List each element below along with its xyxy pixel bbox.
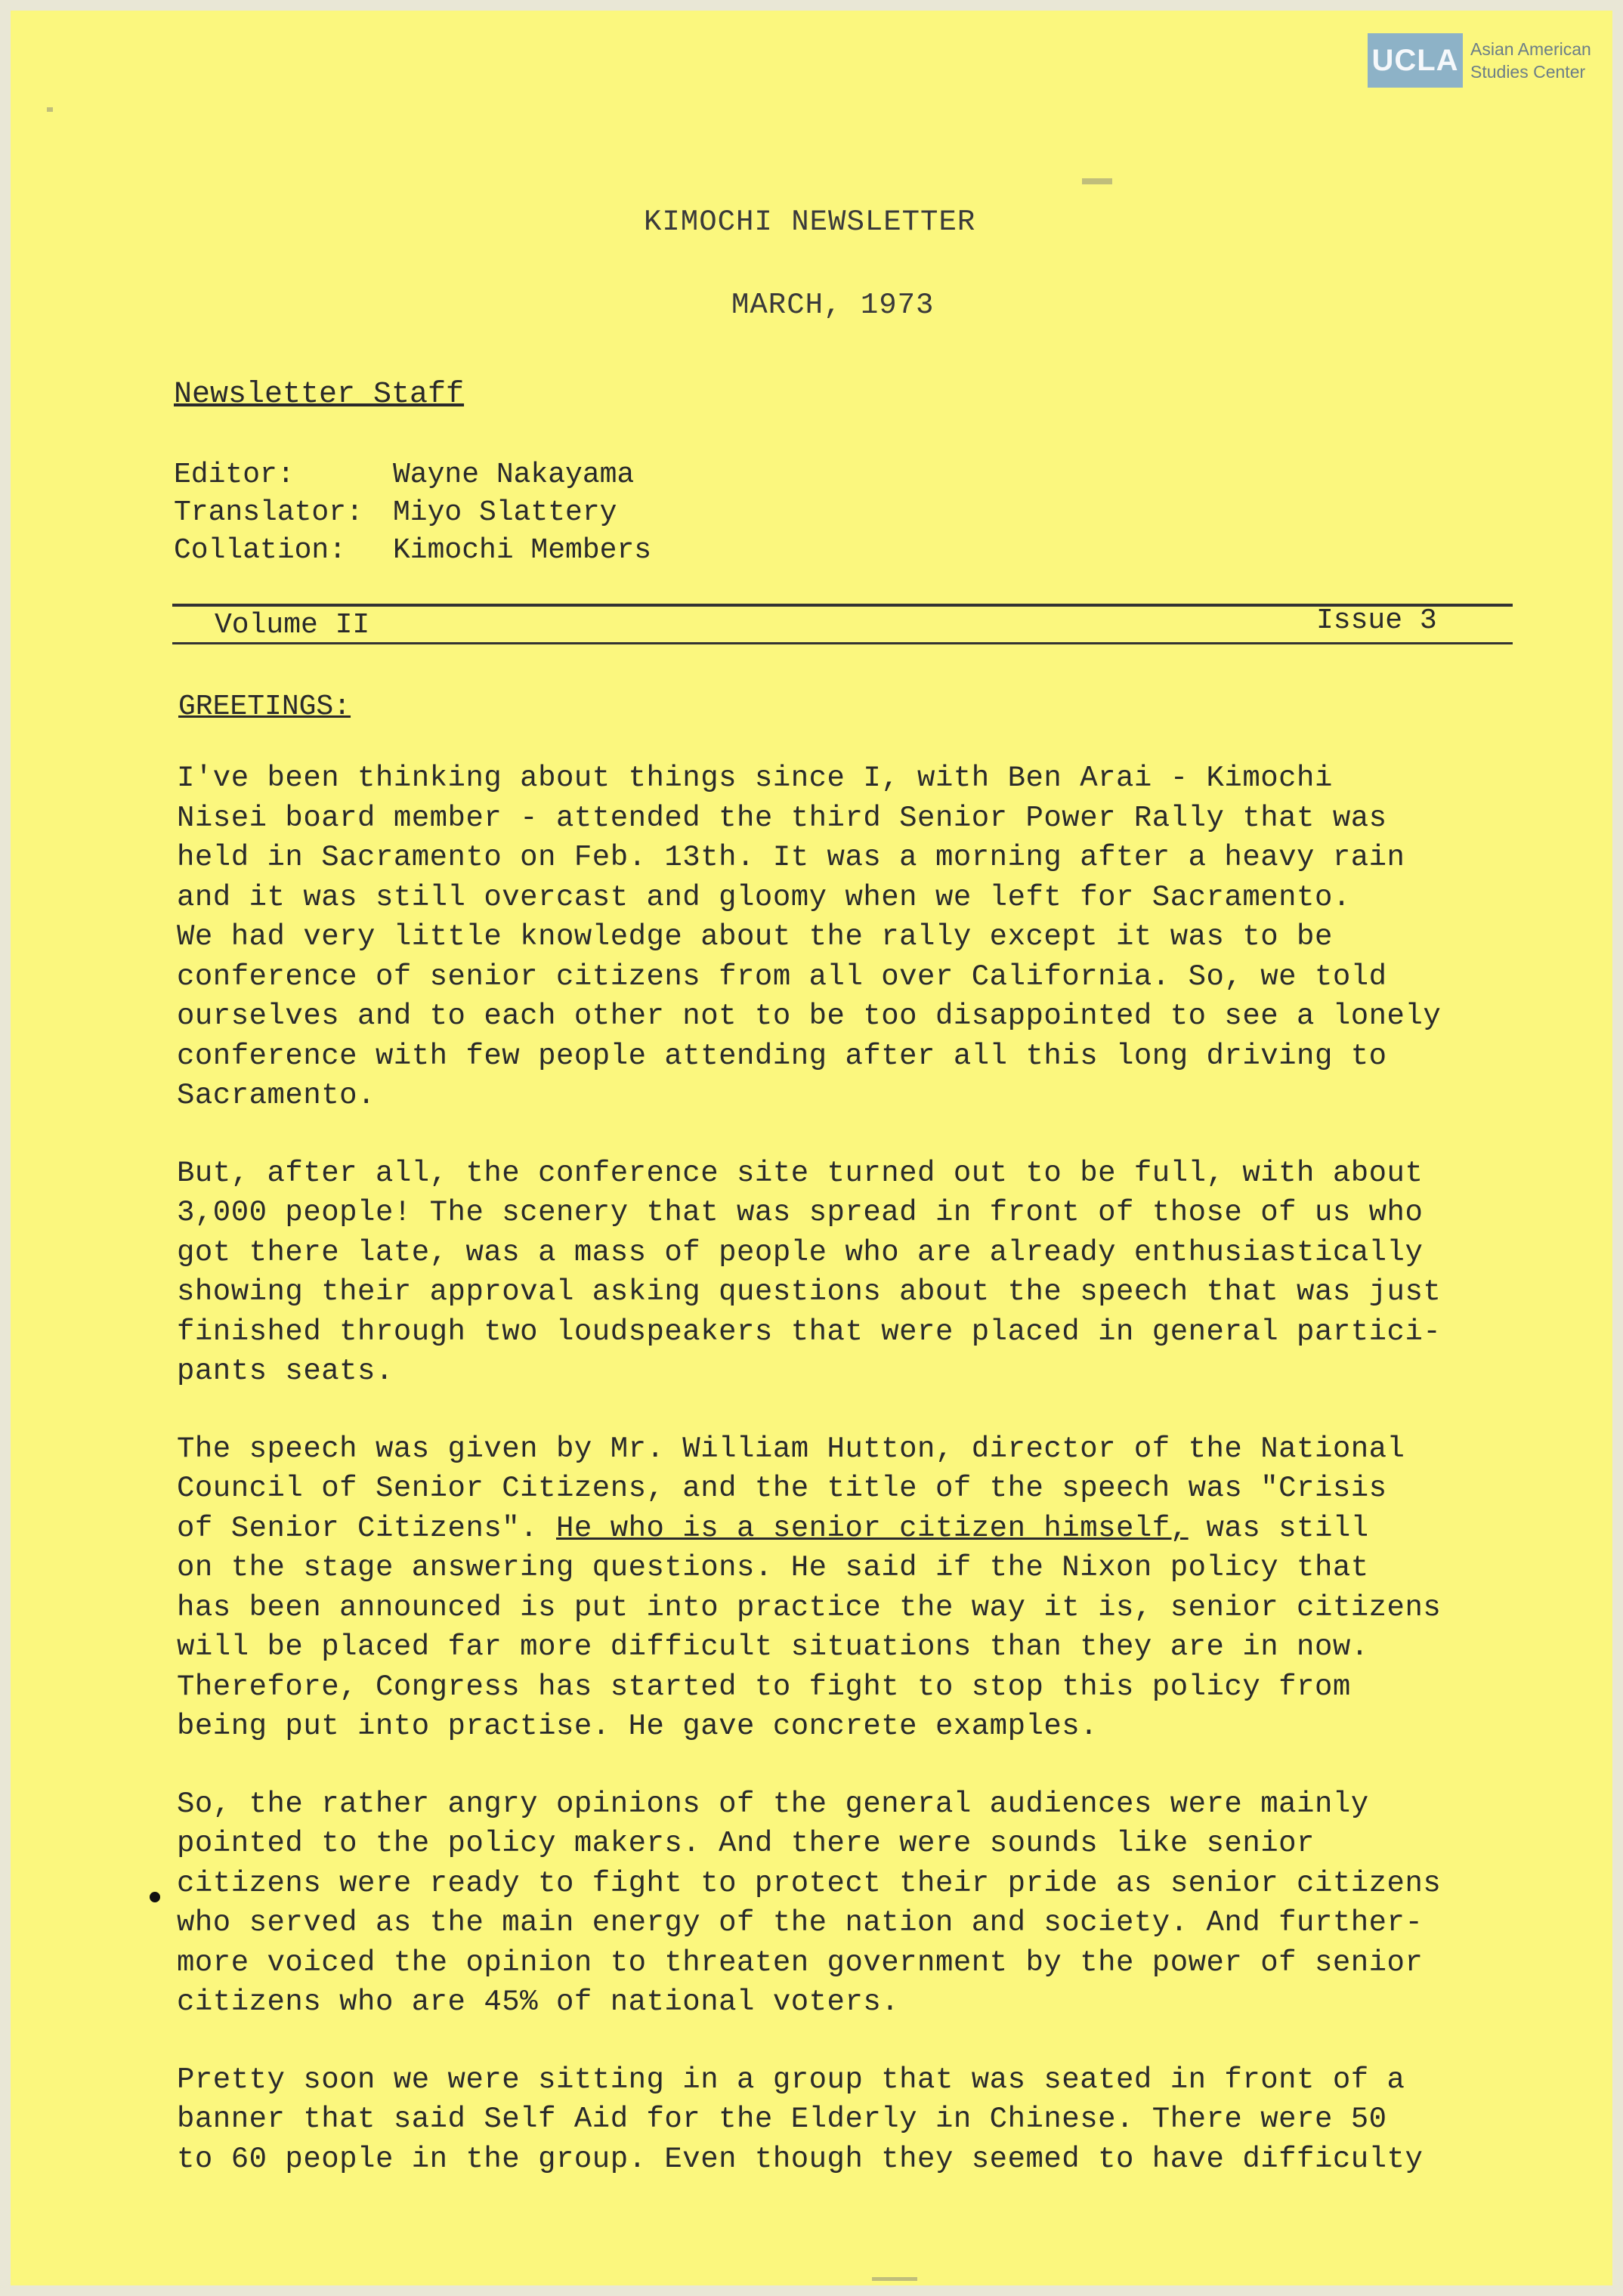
logo-text: [1470, 38, 1591, 83]
newsletter-date: MARCH, 1973: [731, 289, 935, 322]
staff-name: Miyo Slattery: [393, 496, 617, 529]
staff-row-translator: [174, 494, 651, 532]
print-speck: [872, 2277, 917, 2281]
newsletter-page: [11, 11, 1612, 2285]
divider-top: [172, 604, 1513, 607]
print-speck: [1082, 178, 1112, 184]
ink-dot-mark: [150, 1892, 160, 1902]
print-speck: [47, 107, 53, 112]
staff-name: Wayne Nakayama: [393, 459, 635, 491]
paragraph-2: But, after all, the conference site turned out to be full, with about 3,000 people! The scenery that was spread in front of those of us who got there late, was a mass of people who are already enthusiastically showing their approval asking questions about the speech that was just finished through two loudspeakers that were placed in general partici- pants seats.: [177, 1156, 1442, 1388]
paragraph-1: I've been thinking about things since I, with Ben Arai - Kimochi Nisei board member - attended the third Senior Power Rally that was held in Sacramento on Feb. 13th. It was a morning after a heavy rain and it was still overcast and gloomy when we left for Sacramento. We had very little knowledge about the rally except it was to be conference of senior citizens from all over California. So, we told ourselves and to each other not to be too disappointed to see a lonely conference with few people attending after all this long driving to Sacramento.: [177, 762, 1442, 1112]
staff-role: Editor:: [174, 459, 295, 491]
staff-list: [174, 456, 651, 570]
staff-role: Translator:: [174, 496, 363, 529]
speech-text-before: The speech was given by Mr. William Hutton, director of the National Council of Senior Citizens, and the title of the speech was "Crisis of Senior Citizens".: [177, 1432, 1405, 1545]
staff-heading: Newsletter Staff: [174, 378, 465, 412]
staff-role: Collation:: [174, 534, 347, 567]
staff-name: Kimochi Members: [393, 534, 652, 567]
paragraph-4: So, the rather angry opinions of the general audiences were mainly pointed to the policy makers. And there were sounds like senior citizens were ready to fight to protect their pride as senior citizens who served as the main energy of the nation and society. And further- more voiced the opinion to threaten government by the power of senior citizens who are 45% of national voters.: [177, 1787, 1442, 2019]
speech-underlined-phrase: He who is a senior citizen himself,: [555, 1511, 1189, 1545]
divider-bottom: [172, 642, 1513, 644]
issue-label: Issue 3: [1316, 604, 1437, 637]
paragraph-5: Pretty soon we were sitting in a group that was seated in front of a banner that said Self Aid for the Elderly in Chinese. There were 50 to 60 people in the group. Even though they seemed to have difficulty: [177, 2063, 1424, 2176]
staff-row-editor: [174, 456, 651, 494]
newsletter-title: KIMOCHI NEWSLETTER: [644, 205, 976, 239]
logo-line-1: Asian American: [1470, 39, 1591, 59]
ucla-aasc-logo: [1368, 33, 1591, 88]
paragraph-3-speech: [177, 1429, 1552, 1747]
logo-line-2: Studies Center: [1470, 62, 1586, 82]
ucla-logo-mark: UCLA: [1368, 33, 1463, 88]
article-body: [177, 759, 1552, 2217]
section-heading-greetings: GREETINGS:: [178, 691, 351, 723]
volume-label: Volume II: [215, 609, 370, 641]
staff-row-collation: [174, 532, 651, 570]
speech-text-after: was still on the stage answering questions. He said if the Nixon policy that has been announced is put into practice the way it is, senior citizens will be placed far more difficult situations than they are in now. Therefore, Congress has started to fight to stop this policy from being put into practise. He gave concrete examples.: [177, 1511, 1442, 1743]
